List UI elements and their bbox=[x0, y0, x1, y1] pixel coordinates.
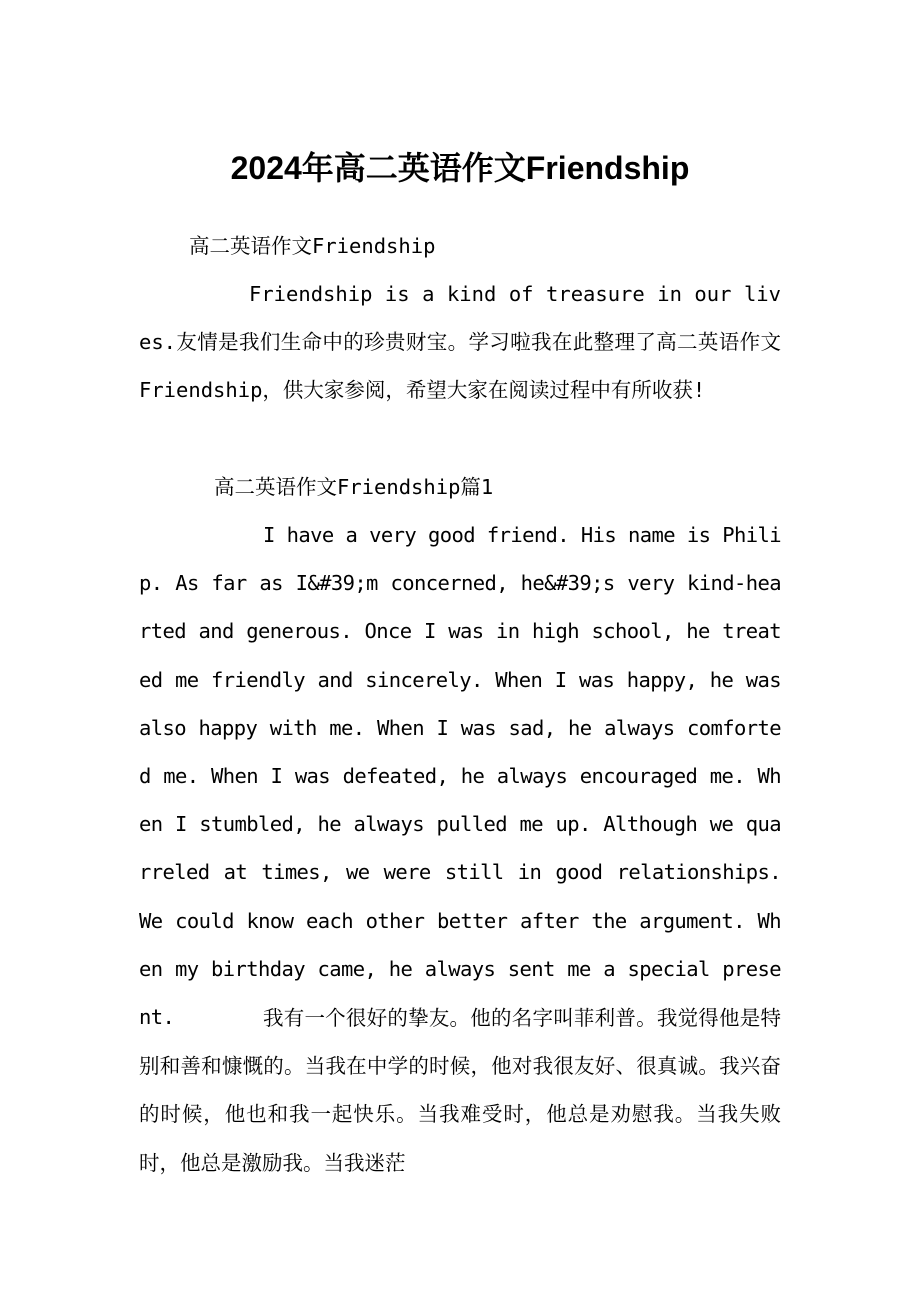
document-subtitle: 高二英语作文Friendship bbox=[189, 234, 436, 258]
section-heading: 高二英语作文Friendship篇1 bbox=[214, 475, 494, 499]
english-essay-paragraph: I have a very good friend. His name is Philip. As far as I&#39;m concerned, he&#39;s very kind-hearted and generous. Once I was in high school, he treated me friendly and sincerely. When I was happy, he was also happy with me. When I was sad, he always comforted me. When I was defeated, he always encouraged me. When I stumbled, he always pulled me up. Although we quarreled at times, we were still in good relationships. We could know each other better after the argument. When my birthday came, he always sent me a special present. bbox=[139, 523, 781, 1030]
chinese-translation-paragraph: 我有一个很好的挚友。他的名字叫菲利普。我觉得他是特别和善和慷慨的。当我在中学的时候，他对我很友好、很真诚。我兴奋的时候，他也和我一起快乐。当我难受时，他总是劝慰我。当我失败时，他总是激励我。当我迷茫 bbox=[139, 1006, 781, 1175]
document-title: 2024年高二英语作文Friendship bbox=[230, 150, 690, 186]
intro-paragraph: Friendship is a kind of treasure in our lives.友情是我们生命中的珍贵财宝。学习啦我在此整理了高二英语作文Friendship，供大家参阅，希望大家在阅读过程中有所收获! bbox=[139, 282, 781, 403]
